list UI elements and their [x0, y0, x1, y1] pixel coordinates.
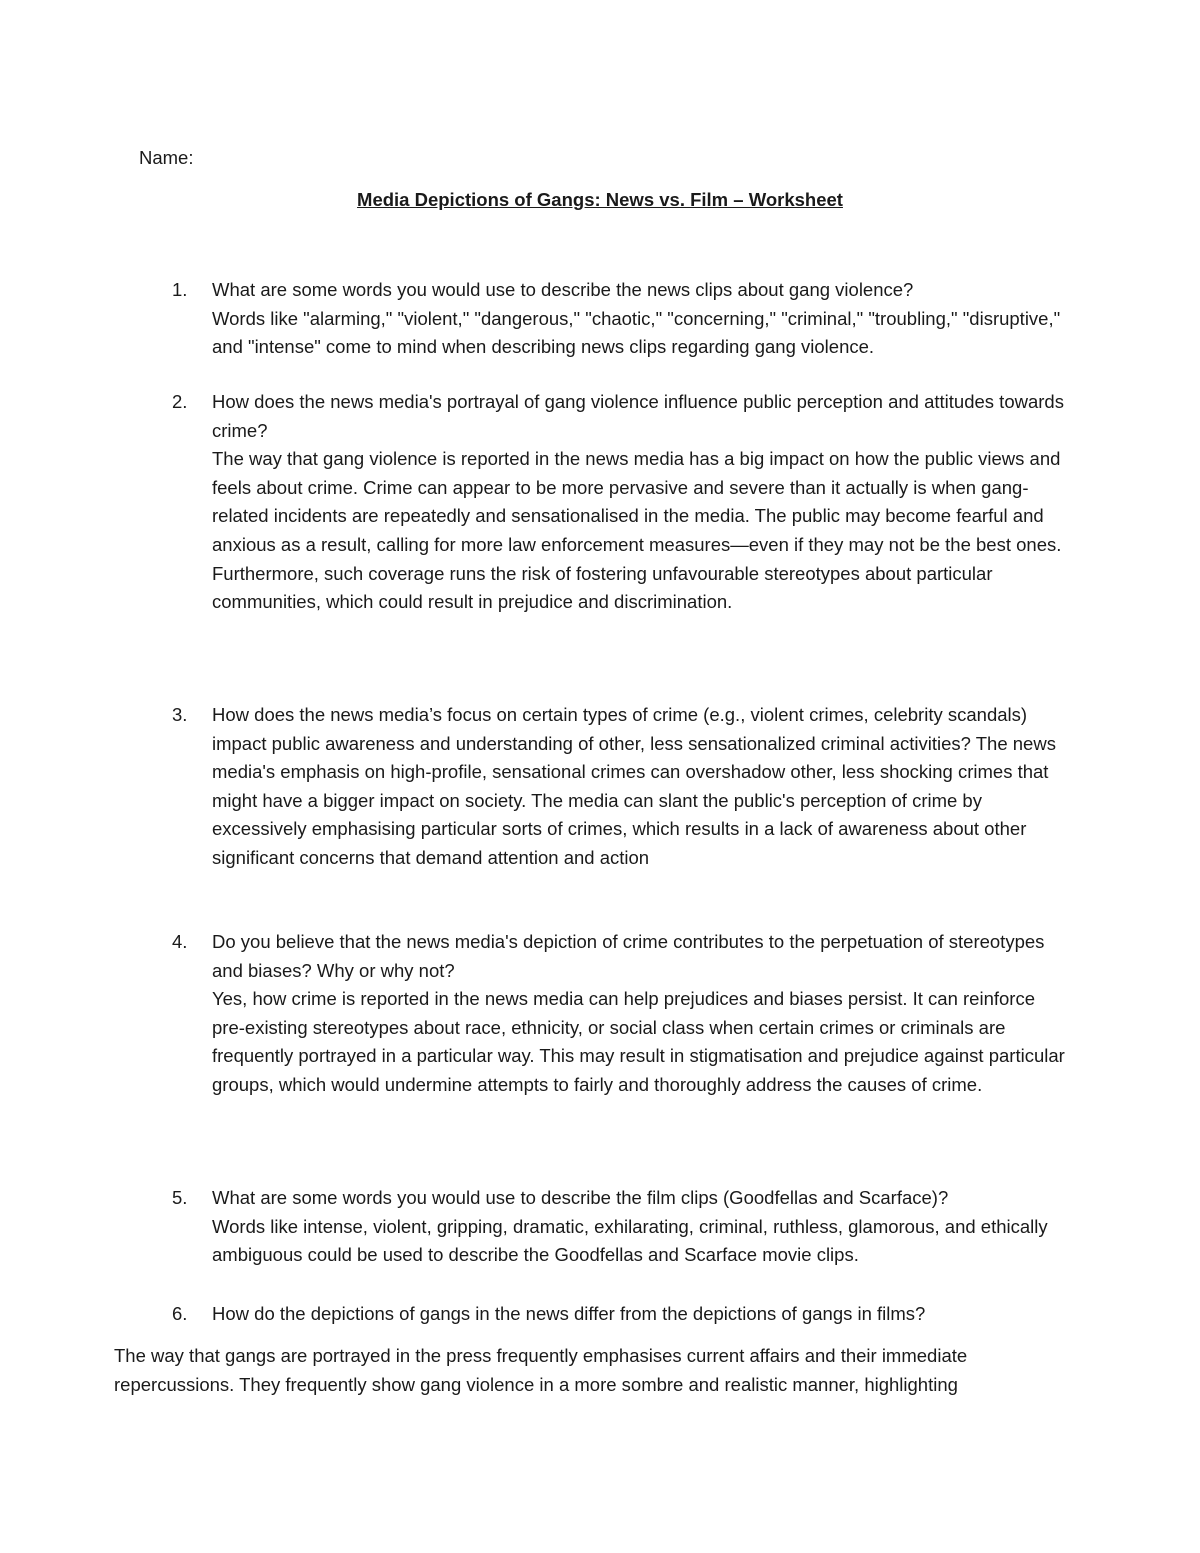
question-number: 2.	[172, 391, 188, 412]
question-text: What are some words you would use to describe the film clips (Goodfellas and Scarface)?	[212, 1187, 949, 1208]
answer-text: The news media's emphasis on high-profile, sensational crimes can overshadow other, less shocking crimes that might have a bigger impact on society. The media can slant the public's perception of crime by excessively emphasising particular sorts of crimes, which results in a lack of awareness about other significant concerns that demand attention and action	[212, 732, 1056, 868]
question-number: 1.	[172, 279, 188, 300]
question-number: 5.	[172, 1187, 188, 1208]
answer-text: Words like intense, violent, gripping, dramatic, exhilarating, criminal, ruthless, glamorous, and ethically ambiguous could be used to describe the Goodfellas and Scarface movie clips.	[212, 1215, 1048, 1266]
worksheet-title: Media Depictions of Gangs: News vs. Film – Worksheet	[357, 189, 843, 210]
answer-text: Yes, how crime is reported in the news media can help prejudices and biases persist. It can reinforce pre-existing stereotypes about race, ethnicity, or social class when certain crimes or criminals are frequently portrayed in a particular way. This may result in stigmatisation and prejudice against particular groups, which would undermine attempts to fairly and thoroughly address the causes of crime.	[212, 988, 1065, 1095]
question-with-answer	[212, 704, 1056, 868]
question-number: 3.	[172, 704, 188, 725]
closing-paragraph: The way that gangs are portrayed in the press frequently emphasises current affairs and their immediate repercussions. They frequently show gang violence in a more sombre and realistic manner, highlighting	[114, 1345, 968, 1395]
question-3	[172, 701, 1072, 873]
question-text: How does the news media’s focus on certain types of crime (e.g., violent crimes, celebrity scandals) impact public awareness and understanding of other, less sensationalized criminal activities?	[212, 704, 1028, 754]
question-text: How does the news media's portrayal of gang violence influence public perception and attitudes towards crime?	[212, 391, 1064, 441]
answer-text: The way that gang violence is reported in the news media has a big impact on how the public views and feels about crime. Crime can appear to be more pervasive and severe than it actually is when gang-related incidents are repeatedly and sensationalised in the media. The public may become fearful and anxious as a result, calling for more law enforcement measures—even if they may not be the best ones. Furthermore, such coverage runs the risk of fostering unfavourable stereotypes about particular communities, which could result in prejudice and discrimination.	[212, 448, 1062, 613]
question-1	[172, 276, 1072, 362]
name-label: Name:	[139, 147, 194, 168]
question-5	[172, 1184, 1072, 1270]
question-text: Do you believe that the news media's depiction of crime contributes to the perpetuation of stereotypes and biases? Why or why not?	[212, 931, 1045, 981]
question-text: How do the depictions of gangs in the news differ from the depictions of gangs in films?	[212, 1303, 926, 1324]
question-number: 6.	[172, 1303, 188, 1324]
question-6	[172, 1300, 1072, 1329]
question-number: 4.	[172, 931, 188, 952]
answer-text: Words like "alarming," "violent," "dangerous," "chaotic," "concerning," "criminal," "troubling," "disruptive," and "intense" come to mind when describing news clips regarding gang violence.	[212, 307, 1061, 358]
question-4	[172, 928, 1072, 1100]
question-2	[172, 388, 1072, 617]
question-text: What are some words you would use to describe the news clips about gang violence?	[212, 279, 914, 300]
